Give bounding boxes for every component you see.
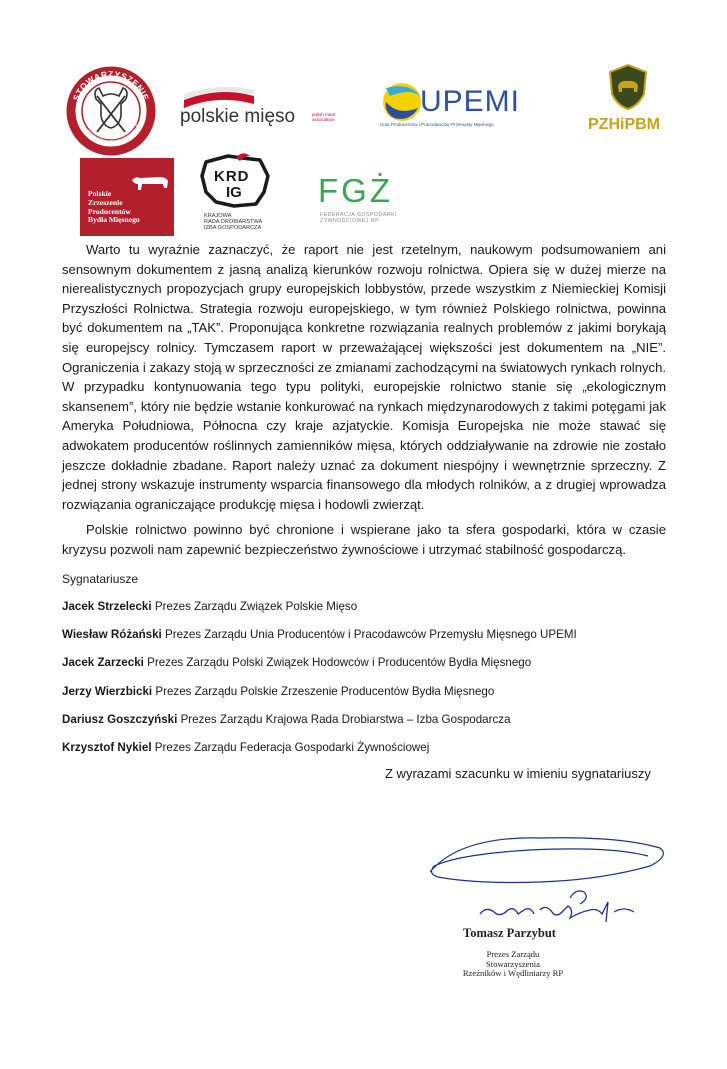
stamp-role xyxy=(448,950,578,979)
signatory-name: Wiesław Różański xyxy=(62,628,162,642)
signatory-name: Jacek Zarzecki xyxy=(62,656,144,670)
stamp-role-line-1: Prezes Zarządu xyxy=(486,949,540,959)
signatory-role: Prezes Zarządu Polskie Zrzeszenie Producentów Bydła Mięsnego xyxy=(155,684,495,698)
stamp-role-line-2: Stowarzyszenia xyxy=(486,958,540,969)
stamp-name: Tomasz Parzybut xyxy=(463,926,556,940)
pzpbm-line-2: Zrzeszenie xyxy=(88,197,123,207)
logo-stowarzyszenie xyxy=(63,66,159,156)
logo-krd-ig xyxy=(198,152,278,238)
signatory-name: Jacek Strzelecki xyxy=(62,600,152,613)
stamp-role-line-3: Rzeźników i Wędliniarzy RP xyxy=(462,968,564,979)
signatory-role: Prezes Zarządu Związek Polskie Mięso xyxy=(154,600,358,613)
signatory-item xyxy=(62,685,682,713)
polskie-mieso-tagline: polish meat association xyxy=(312,112,336,122)
upemi-name: UPEMI xyxy=(420,85,521,118)
logo-pzhipbm xyxy=(584,64,670,142)
pzhipbm-shield-icon xyxy=(608,64,648,110)
signatory-role: Prezes Zarządu Polski Związek Hodowców i Producentów Bydła Mięsnego xyxy=(147,656,532,670)
upemi-tagline: Unia Producentów i Pracodawców Przemysłu Mięsnego xyxy=(380,122,494,127)
stowarzyszenie-ring-text: STOWARZYSZENIE xyxy=(70,69,152,103)
polskie-mieso-name: polskie mięso xyxy=(180,106,296,127)
signatory-role: Prezes Zarządu Federacja Gospodarki Żywnościowej xyxy=(154,740,430,754)
krd-ig-caption-3: IZBA GOSPODARCZA xyxy=(204,225,262,232)
stowarzyszenie-emblem-icon xyxy=(63,66,159,156)
signatory-item xyxy=(62,713,682,741)
signatory-item xyxy=(62,656,682,684)
signatory-name: Jerzy Wierzbicki xyxy=(62,684,153,698)
signatory-item xyxy=(62,600,682,628)
pzpbm-line-3: Producentów xyxy=(88,206,131,216)
fgz-tagline-2: ŻYWNOŚCIOWEJ RP xyxy=(320,218,380,224)
krd-ig-caption-2: RADA DROBIARSTWA xyxy=(204,219,263,226)
paragraph-conclusion: Polskie rolnictwo powinno być chronione i wspierane jako ta sfera gospodarki, która w czasie kryzysu pozwoli nam zapewnić bezpieczeństwo żywnościowe i utrzymać stabilność gospodarczą. xyxy=(62,522,666,557)
paragraph-main: Warto tu wyraźnie zaznaczyć, że raport nie jest rzetelnym, naukowym podsumowaniem ani sensownym dokumentem z jasną analizą kierunków rozwoju rolnictwa. Opiera się w dużej mierze na nierealistycznych propozycjach grupy europejskich lobbystów, przede wszystkim z Niemieckiej Komisji Przyszłości Rolnictwa. Strategia rozwoju europejskiego, w tym również Polskiego rolnictwa, powinna być dokumentem na „TAK”. Proponująca konkretne rozwiązania realnych problemów z jakimi borykają się europejscy rolnicy. Tymczasem raport w przeważającej większości jest dokumentem na „NIE”. Ograniczenia i zakazy stoją w sprzeczności ze zmianami zachodzącymi na światowych rynkach rolnych. W przypadku kontynuowania tego typu polityki, europejskie rolnictwo stanie się „ekologicznym skansenem”, który nie będzie wstanie konkurować na rynkach międzynarodowych z takimi potęgami jak Ameryka Południowa, Północna czy kraje azjatyckie. Komisja Europejska nie może stawać się adwokatem producentów roślinnych zamienników mięsa, których oddziaływanie na zdrowie nie zostało jeszcze dokładnie zbadane. Raport należy uznać za dokument niespójny i wewnętrznie sprzeczny. Z jednej strony wskazuje instrumenty wsparcia finansowego dla młodych rolników, a z drugiej wprowadza rozwiązania ograniczające produkcję mięsa i hodowli zwierząt. xyxy=(62,242,666,512)
krd-ig-line-2: IG xyxy=(226,184,242,201)
stowarzyszenie-bottom-text: RZEŹNIKÓW I WĘDLINIARZY RP xyxy=(85,129,137,144)
signatories-title: Sygnatariusze xyxy=(62,572,139,586)
logo-polskie-mieso xyxy=(178,84,346,134)
closing-line: Z wyrazami szacunku w imieniu sygnatariuszy xyxy=(385,766,651,781)
stowarzyszenie-year-left: 1910 xyxy=(87,122,98,127)
krd-ig-caption-1: KRAJOWA xyxy=(204,213,232,219)
signatories-list xyxy=(62,600,682,769)
fgz-name: FGŻ xyxy=(318,172,393,209)
handwritten-signature xyxy=(420,826,680,936)
signatory-role: Prezes Zarządu Unia Producentów i Pracodawców Przemysłu Mięsnego UPEMI xyxy=(165,628,577,642)
signatory-name: Dariusz Goszczyński xyxy=(62,712,178,726)
pzhipbm-name: PZHiPBM xyxy=(588,116,660,133)
signatory-name: Krzysztof Nykiel xyxy=(62,740,152,754)
fgz-tagline-1: FEDERACJA GOSPODARKI xyxy=(320,212,397,218)
logo-upemi xyxy=(380,80,545,130)
krd-ig-line-1: KRD xyxy=(214,168,250,185)
pzpbm-line-1: Polskie xyxy=(88,189,112,198)
pzpbm-line-4: Bydła Mięsnego xyxy=(88,215,140,225)
logo-fgz xyxy=(318,172,412,228)
logo-pzpbm xyxy=(80,158,174,236)
stowarzyszenie-year-right: 1928 xyxy=(127,122,138,127)
signatory-item xyxy=(62,628,682,656)
signatory-role: Prezes Zarządu Krajowa Rada Drobiarstwa – Izba Gospodarcza xyxy=(180,712,511,726)
signatory-item xyxy=(62,741,682,769)
upemi-circle-icon xyxy=(380,80,424,124)
